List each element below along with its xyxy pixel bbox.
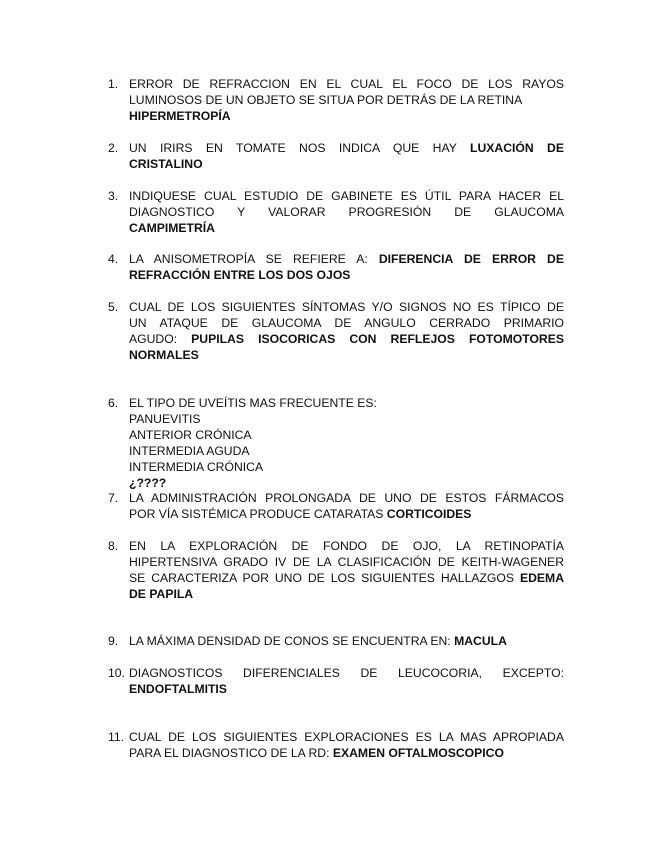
answer: REFRACCIÓN ENTRE LOS DOS OJOS [129,268,351,282]
question-text: PARA EL DIAGNOSTICO DE LA RD: [129,746,333,760]
question-2 [108,140,564,172]
answer-option: ANTERIOR CRÓNICA [129,428,252,442]
question-text-line: CUAL DE LOS SIGUIENTES SÍNTOMAS Y/O SIGNOS NO ES TÍPICO DE [129,300,564,314]
question-text-line: LUMINOSOS DE UN OBJETO SE SITUA POR DETRÁS DE LA RETINA [129,93,523,107]
question-text-line: HIPERTENSIVA GRADO IV DE LA CLASIFICACIÓN DE KEITH-WAGENER [129,555,564,569]
answer: EXAMEN OFTALMOSCOPICO [332,746,504,760]
answer: DE PAPILA [129,587,194,601]
question-text-line [129,570,564,586]
answer: HIPERMETROPÍA [129,109,231,123]
question-text-line: ERROR DE REFRACCION EN EL CUAL EL FOCO DE LOS RAYOS [129,77,564,91]
answer: EDEMA [519,571,564,585]
question-number: 2. [108,141,119,155]
question-number: 11. [108,730,125,744]
question-11 [108,729,564,761]
answer: LUXACIÓN DE [470,141,564,155]
answer: ENDOFTALMITIS [129,682,227,696]
question-number: 8. [108,539,119,553]
answer: MACULA [454,634,507,648]
question-text-line: DIAGNOSTICOS DIFERENCIALES DE LEUCOCORIA, EXCEPTO: [129,666,564,680]
question-number: 5. [108,300,119,314]
question-4 [108,251,564,283]
answer: ¿???? [129,476,167,490]
question-number: 1. [108,77,119,91]
question-number: 10. [108,666,125,680]
question-text-line: UN ATAQUE DE GLAUCOMA DE ANGULO CERRADO PRIMARIO [129,316,564,330]
question-text-line [129,331,564,347]
question-number: 9. [108,634,119,648]
question-text-line [129,633,564,649]
question-number: 3. [108,189,119,203]
answer: CORTICOIDES [386,507,472,521]
answer-option: PANUEVITIS [129,412,201,426]
question-text-line [129,140,564,156]
question-text-line: DIAGNOSTICO Y VALORAR PROGRESIÓN DE GLAUCOMA [129,205,564,219]
answer: DIFERENCIA DE ERROR DE [378,252,564,266]
question-text: SE CARACTERIZA POR UNO DE LOS SIGUIENTES HALLAZGOS [129,571,520,585]
question-1 [108,76,564,124]
question-text: UN IRIRS EN TOMATE NOS INDICA QUE HAY [129,141,471,155]
question-text-line [129,745,564,761]
answer: PUPILAS ISOCORICAS CON REFLEJOS FOTOMOTORES [191,332,564,346]
question-6 [108,395,564,491]
question-number: 4. [108,252,119,266]
question-text-line: CUAL DE LOS SIGUIENTES EXPLORACIONES ES LA MAS APROPIADA [129,730,564,744]
question-text-line: INDIQUESE CUAL ESTUDIO DE GABINETE ES ÚTIL PARA HACER EL [129,189,564,203]
question-9 [108,633,564,649]
answer-option: INTERMEDIA AGUDA [129,444,250,458]
answer: NORMALES [129,348,199,362]
answer: CAMPIMETRÍA [129,221,215,235]
question-text-line [129,506,564,522]
question-text: LA ANISOMETROPÍA SE REFIERE A: [129,252,379,266]
question-7 [108,490,564,522]
question-number: 7. [108,491,119,505]
answer: CRISTALINO [129,157,203,171]
question-text: POR VÍA SISTÉMICA PRODUCE CATARATAS [129,507,387,521]
answer-option: INTERMEDIA CRÓNICA [129,460,264,474]
question-text-line: EL TIPO DE UVEÍTIS MAS FRECUENTE ES: [129,396,377,410]
question-5 [108,299,564,363]
question-number: 6. [108,396,119,410]
question-text-line: LA ADMINISTRACIÓN PROLONGADA DE UNO DE ESTOS FÁRMACOS [129,491,564,505]
question-text-line [129,251,564,267]
question-text: LA MÁXIMA DENSIDAD DE CONOS SE ENCUENTRA EN: [129,634,455,648]
question-3 [108,188,564,236]
question-8 [108,538,564,602]
question-text: AGUDO: [129,332,192,346]
question-text-line: EN LA EXPLORACIÓN DE FONDO DE OJO, LA RETINOPATÍA [129,539,564,553]
question-10 [108,665,564,697]
